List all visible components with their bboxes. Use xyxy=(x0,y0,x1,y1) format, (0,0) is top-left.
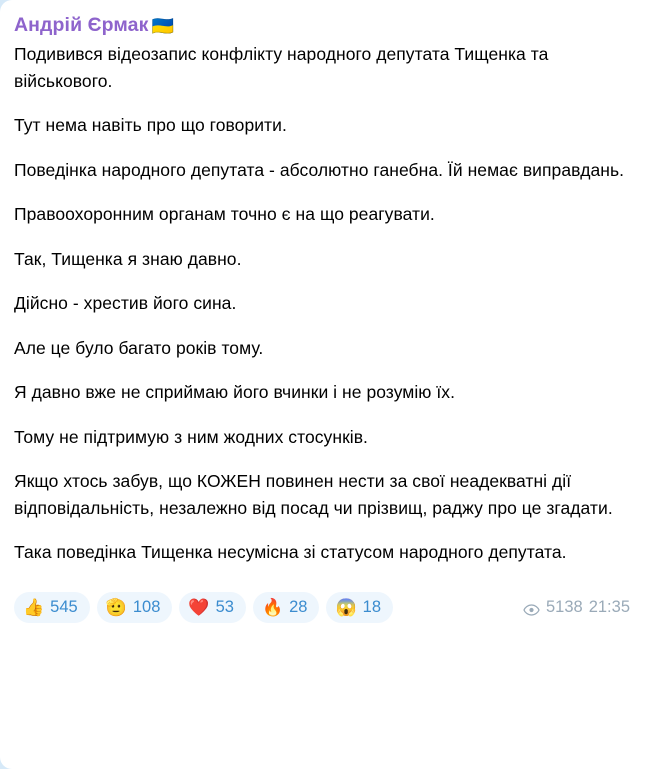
message-paragraph: Поведінка народного депутата - абсолютно ганебна. Їй немає виправдань. xyxy=(14,159,625,180)
message-paragraph: Правоохоронним органам точно є на що реагувати. xyxy=(14,204,435,224)
message-paragraph: Я давно вже не сприймаю його вчинки і не розумію їх. xyxy=(14,382,456,402)
message-time: 21:35 xyxy=(588,597,630,616)
author-name-text: Андрій Єрмак xyxy=(14,14,149,36)
message-paragraph: Так, Тищенка я знаю давно. xyxy=(14,248,242,269)
message-paragraph: Якщо хтось забув, що КОЖЕН повинен нести за свої неадекватні дії відповідальність, незалежно від посад чи прізвищ, раджу про це згадати. xyxy=(14,471,613,518)
message-text xyxy=(14,41,634,566)
ukraine-flag-icon: 🇺🇦 xyxy=(151,16,174,36)
reaction-thumbs-up[interactable] xyxy=(14,592,90,623)
reaction-count: 53 xyxy=(215,597,234,616)
reaction-scream[interactable] xyxy=(326,592,393,623)
reaction-salute[interactable] xyxy=(97,592,173,623)
reaction-count: 545 xyxy=(50,597,78,616)
view-count: 5138 xyxy=(545,597,583,616)
reaction-fire[interactable] xyxy=(253,592,320,623)
reactions-row xyxy=(14,584,634,623)
message-paragraph: Така поведінка Тищенка несумісна зі статусом народного депутата. xyxy=(14,542,567,562)
message-meta xyxy=(523,598,634,617)
heart-icon: ❤️ xyxy=(188,597,210,617)
salute-icon: 🫡 xyxy=(105,597,127,617)
scream-icon: 😱 xyxy=(335,597,357,617)
message-paragraph: Подивився відеозапис конфлікту народного депутата Тищенка та військового. xyxy=(14,44,549,91)
reaction-heart[interactable] xyxy=(179,592,246,623)
message-paragraph: Дійсно - хрестив його сина. xyxy=(14,293,237,313)
message-paragraph: Тут нема навіть про що говорити. xyxy=(14,115,287,135)
message-paragraph: Але це було багато років тому. xyxy=(14,337,264,358)
reaction-count: 28 xyxy=(289,597,308,616)
thumbs-up-icon: 👍 xyxy=(23,597,45,617)
message-author[interactable] xyxy=(14,12,634,39)
reaction-count: 18 xyxy=(362,597,381,616)
footer-spacer xyxy=(14,623,634,629)
reaction-count: 108 xyxy=(132,597,161,616)
message-paragraph: Тому не підтримую з ним жодних стосунків. xyxy=(14,426,368,447)
fire-icon: 🔥 xyxy=(261,597,284,617)
eye-icon xyxy=(523,602,540,614)
